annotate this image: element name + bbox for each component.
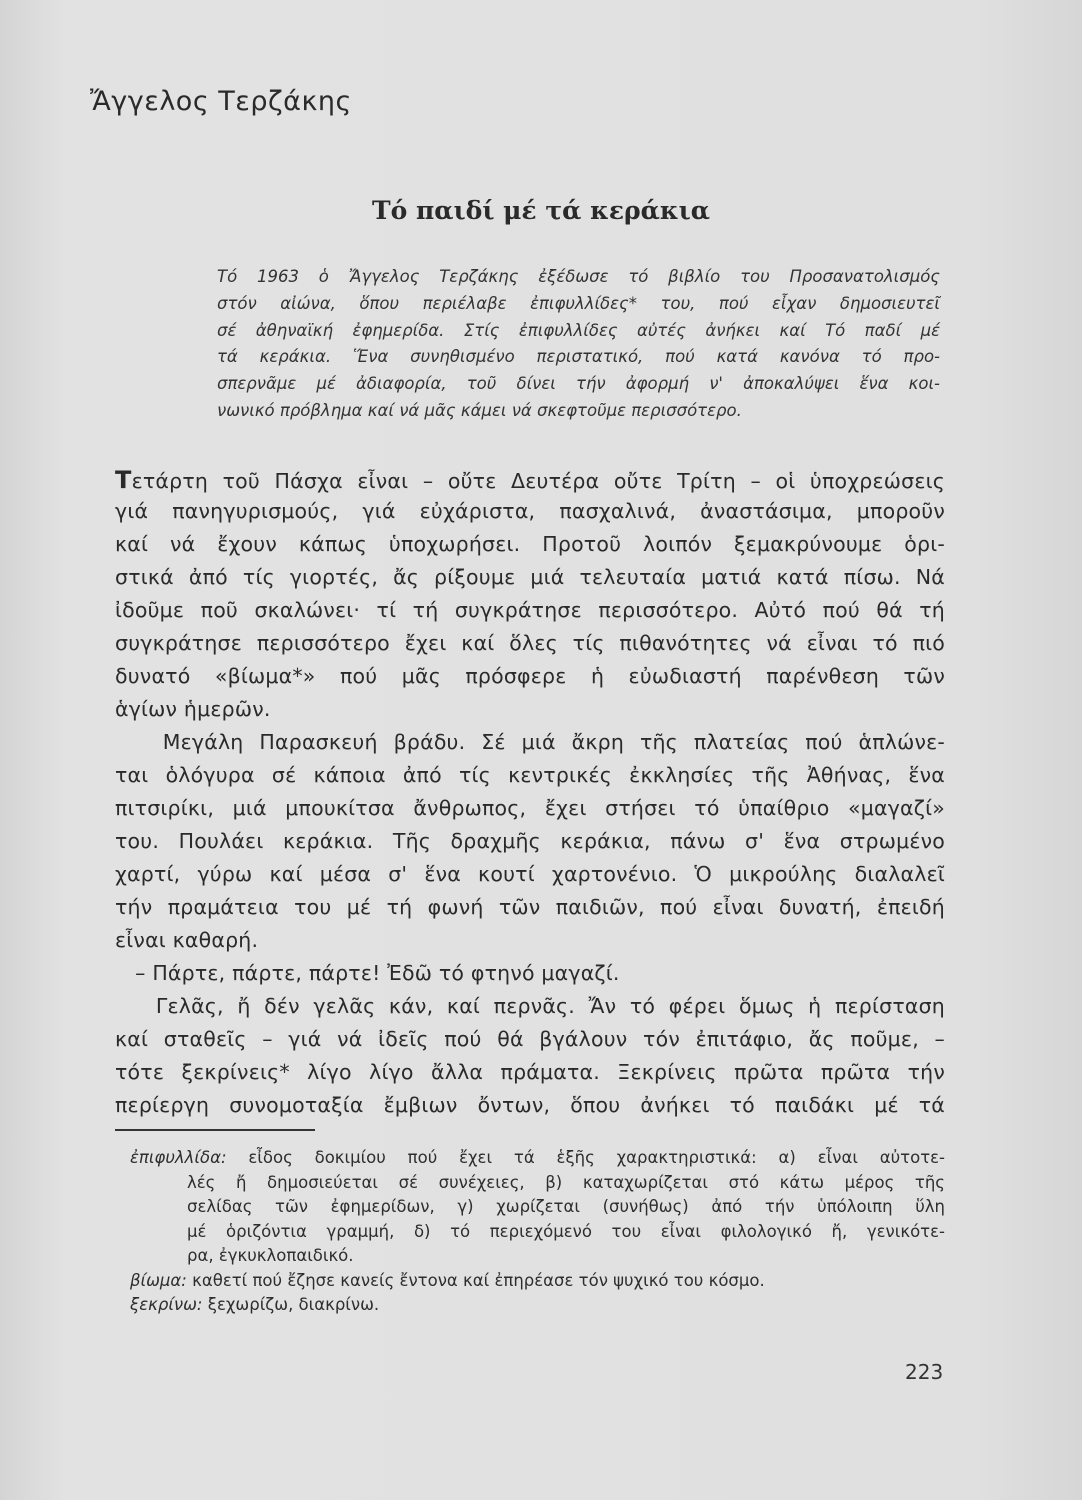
- body-line: τήν πραμάτεια του μέ τή φωνή τῶν παιδιῶν, πού εἶναι δυνατή, ἐπειδή: [115, 895, 945, 919]
- footnote-divider: [115, 1129, 315, 1131]
- footnote-term: ξεκρίνω:: [130, 1295, 203, 1314]
- footnote-line: σελίδας τῶν ἐφημερίδων, γ) χωρίζεται (συνήθως) ἀπό τήν ὑπόλοιπη ὕλη: [187, 1197, 945, 1216]
- body-line: δυνατό «βίωμα*» πού μᾶς πρόσφερε ἡ εὐωδιαστή παρένθεση τῶν: [115, 664, 945, 688]
- body-line: περίεργη συνομοταξία ἔμβιων ὄντων, ὅπου ἀνήκει τό παιδάκι μέ τά: [115, 1093, 945, 1117]
- footnote-line: λές ἤ δημοσιεύεται σέ συνέχειες, β) καταχωρίζεται στό κάτω μέρος τῆς: [187, 1172, 945, 1192]
- intro-line: σέ ἀθηναϊκή ἐφημερίδα. Στίς ἐπιφυλλίδες αὐτές ἀνήκει καί Τό παδί μέ: [217, 320, 940, 340]
- body-line: ται ὁλόγυρα σέ κάποια ἀπό τίς κεντρικές ἐκκλησίες τῆς Ἀθήνας, ἕνα: [115, 763, 945, 787]
- author-name: Ἄγγελος Τερζάκης: [90, 86, 352, 117]
- body-line: χαρτί, γύρω καί μέσα σ' ἕνα κουτί χαρτονένιο. Ὁ μικρούλης διαλαλεῖ: [115, 862, 945, 886]
- footnote-line: [130, 1148, 945, 1167]
- body-line: γιά πανηγυρισμούς, γιά εὐχάριστα, πασχαλινά, ἀναστάσιμα, μποροῦν: [115, 499, 945, 523]
- footnote-text: καθετί πού ἔζησε κανείς ἔντονα καί ἐπηρέασε τόν ψυχικό του κόσμο.: [192, 1270, 765, 1290]
- intro-line: τά κεράκια. Ἕνα συνηθισμένο περιστατικό, πού κατά κανόνα τό προ-: [217, 347, 940, 367]
- page-number: 223: [905, 1360, 944, 1384]
- body-line: – Πάρτε, πάρτε, πάρτε! Ἐδῶ τό φτηνό μαγαζί.: [115, 961, 620, 985]
- intro-line: στόν αἰώνα, ὅπου περιέλαβε ἐπιφυλλίδες* του, πού εἶχαν δημοσιευτεῖ: [217, 293, 940, 313]
- intro-line: Τό 1963 ὁ Ἄγγελος Τερζάκης ἐξέδωσε τό βιβλίο του Προσανατολισμός: [217, 267, 940, 286]
- body-line: στικά ἀπό τίς γιορτές, ἄς ρίξουμε μιά τελευταία ματιά κατά πίσω. Νά: [115, 565, 945, 589]
- intro-line: σπερνᾶμε μέ ἀδιαφορία, τοῦ δίνει τήν ἀφορμή ν' ἀποκαλύψει ἕνα κοι-: [217, 374, 940, 394]
- footnote-line: [130, 1295, 379, 1314]
- footnote-line: [130, 1271, 765, 1290]
- body-line: Τετάρτη τοῦ Πάσχα εἶναι – οὔτε Δευτέρα οὔτε Τρίτη – οἱ ὑποχρεώσεις: [115, 466, 945, 494]
- footnote-term: βίωμα:: [130, 1270, 187, 1290]
- body-line: καί νά ἔχουν κάπως ὑποχωρήσει. Προτοῦ λοιπόν ξεμακρύνουμε ὁρι-: [115, 532, 945, 556]
- body-line: πιτσιρίκι, μιά μπουκίτσα ἄνθρωπος, ἔχει στήσει τό ὑπαίθριο «μαγαζί»: [115, 796, 945, 820]
- footnote-term: ἐπιφυλλίδα:: [130, 1148, 227, 1167]
- intro-line: νωνικό πρόβλημα καί νά μᾶς κάμει νά σκεφτοῦμε περισσότερο.: [217, 401, 742, 420]
- body-line: του. Πουλάει κεράκια. Τῆς δραχμῆς κεράκια, πάνω σ' ἕνα στρωμένο: [115, 829, 945, 853]
- footnote-text: ξεχωρίζω, διακρίνω.: [207, 1295, 380, 1314]
- body-line: εἶναι καθαρή.: [115, 928, 259, 952]
- footnote-text: εἶδος δοκιμίου πού ἔχει τά ἑξῆς χαρακτηριστικά: α) εἶναι αὐτοτε-: [248, 1148, 946, 1167]
- footnote-line: ρα, ἐγκυκλοπαιδικό.: [187, 1246, 354, 1265]
- body-line: συγκράτησε περισσότερο ἔχει καί ὅλες τίς πιθανότητες νά εἶναι τό πιό: [115, 631, 945, 655]
- body-line: Γελᾶς, ἤ δέν γελᾶς κάν, καί περνᾶς. Ἄν τό φέρει ὅμως ἡ περίσταση: [115, 994, 945, 1018]
- body-line: ἁγίων ἡμερῶν.: [115, 697, 271, 721]
- body-line: καί σταθεῖς – γιά νά ἰδεῖς πού θά βγάλουν τόν ἐπιτάφιο, ἄς ποῦμε, –: [115, 1027, 945, 1051]
- story-title: Τό παιδί μέ τά κεράκια: [372, 196, 710, 225]
- body-line: τότε ξεκρίνεις* λίγο λίγο ἄλλα πράματα. Ξεκρίνεις πρῶτα πρῶτα τήν: [115, 1060, 945, 1084]
- body-line: ἰδοῦμε ποῦ σκαλώνει· τί τή συγκράτησε περισσότερο. Αὐτό πού θά τή: [115, 598, 945, 622]
- body-line: Μεγάλη Παρασκευή βράδυ. Σέ μιά ἄκρη τῆς πλατείας πού ἁπλώνε-: [115, 730, 945, 754]
- drop-cap: Τ: [115, 466, 132, 494]
- footnote-line: μέ ὁριζόντια γραμμή, δ) τό περιεχόμενό του εἶναι φιλολογικό ἤ, γενικότε-: [187, 1221, 945, 1241]
